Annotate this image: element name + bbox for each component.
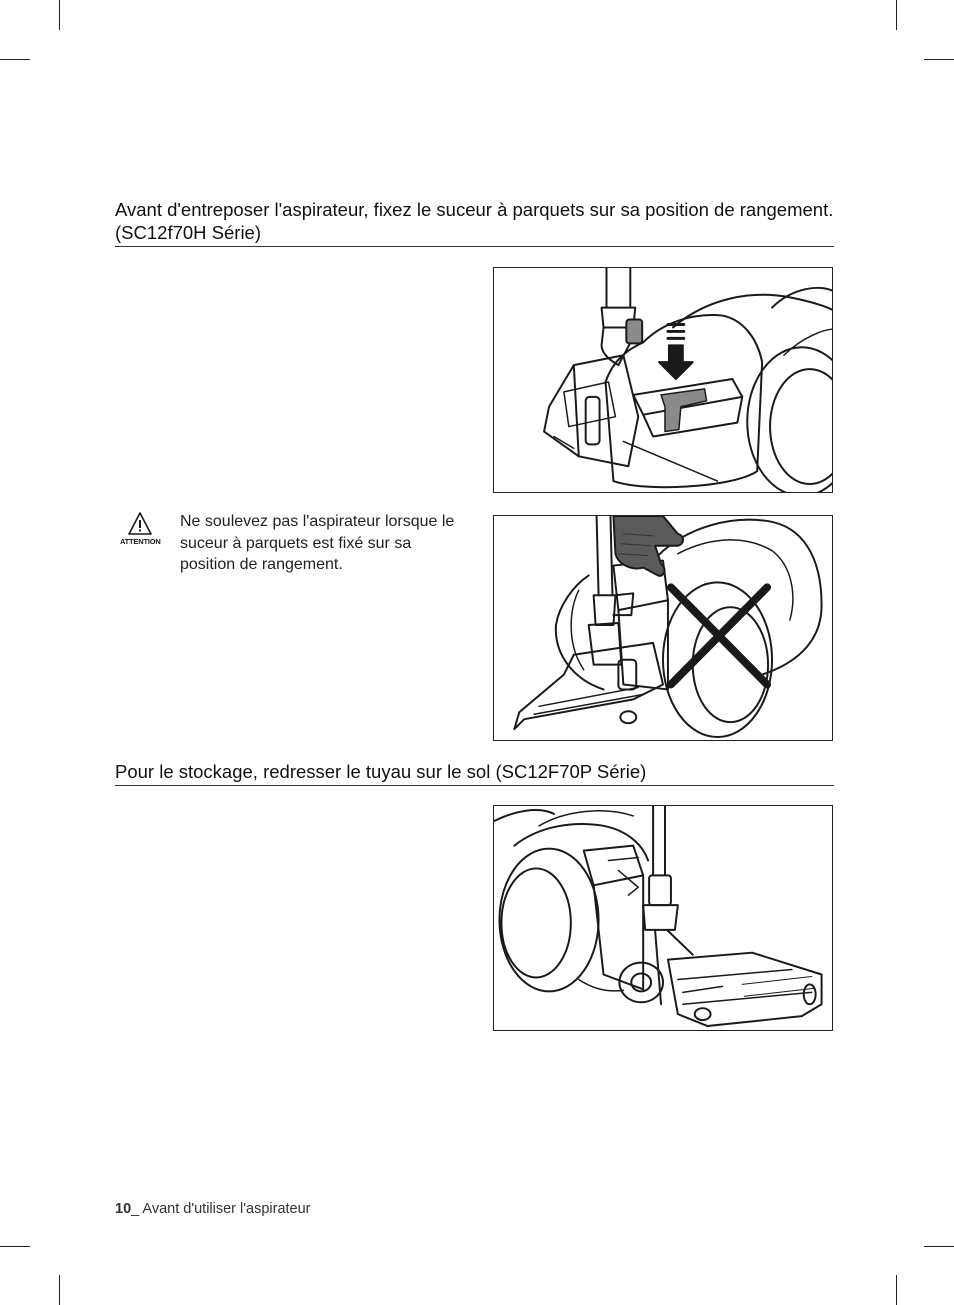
- section-heading-storage-position: Avant d'entreposer l'aspirateur, fixez le suceur à parquets sur sa position de rangement. (SC12f70H Série): [115, 198, 834, 247]
- caution-text: Ne soulevez pas l'aspirateur lorsque le suceur à parquets est fixé sur sa position de rangement.: [180, 513, 455, 573]
- section-heading-upright-storage: Pour le stockage, redresser le tuyau sur le sol (SC12F70P Série): [115, 760, 834, 786]
- illustration-do-not-lift: [493, 515, 833, 741]
- page-number: 10: [115, 1201, 132, 1217]
- crop-mark: [896, 1275, 897, 1305]
- illustration-storage-position: [493, 267, 833, 493]
- page-footer: [115, 1201, 311, 1217]
- crop-mark: [924, 1246, 954, 1247]
- crop-mark: [924, 59, 954, 60]
- crop-mark: [59, 0, 60, 30]
- footer-title: _ Avant d'utiliser l'aspirateur: [131, 1201, 311, 1217]
- caution-label: ATTENTION: [120, 537, 161, 546]
- illustration-upright-storage: [493, 805, 833, 1031]
- crop-mark: [59, 1275, 60, 1305]
- crop-mark: [0, 1246, 30, 1247]
- crop-mark: [0, 59, 30, 60]
- caution-notice: [120, 511, 465, 581]
- crop-mark: [896, 0, 897, 30]
